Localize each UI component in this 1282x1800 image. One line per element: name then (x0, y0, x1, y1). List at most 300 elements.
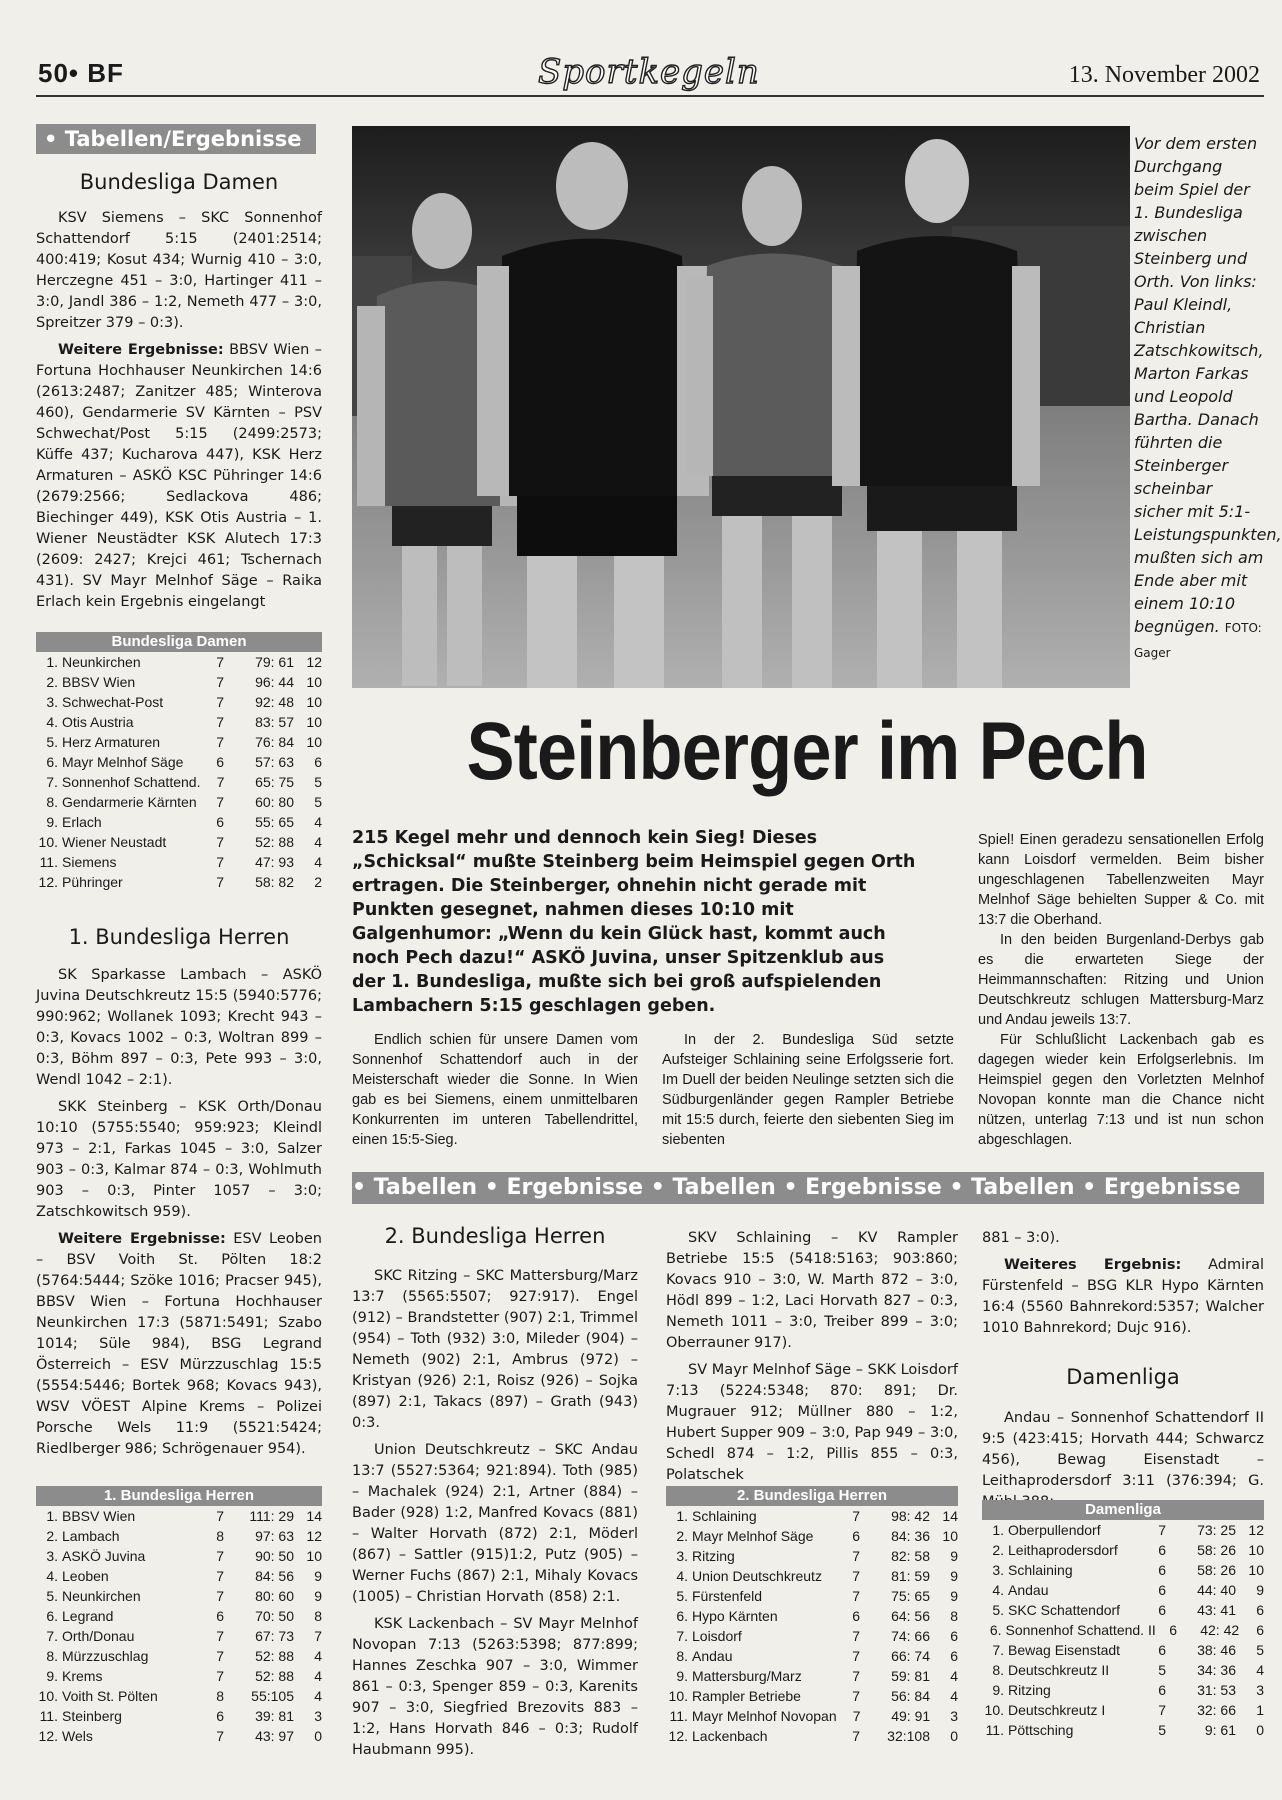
standings-row (36, 1606, 322, 1626)
standings-rank: 12. (38, 1728, 58, 1744)
standings-score: 90: 50 (255, 1548, 294, 1564)
standings-points: 4 (314, 1688, 322, 1704)
standings-games: 7 (852, 1568, 860, 1584)
standings-rank: 7. (46, 774, 58, 790)
standings-rank: 1. (46, 1508, 58, 1524)
standings-row (982, 1680, 1264, 1700)
standings-points: 6 (314, 754, 322, 770)
standings-score: 111: 29 (249, 1508, 294, 1524)
header-rule (36, 95, 1264, 97)
issue-date: 13. November 2002 (1068, 62, 1260, 88)
article-lead: 215 Kegel mehr und dennoch kein Sieg! Dieses „Schicksal“ mußte Steinberg beim Heimspiel gegen Orth ertragen. Die Steinberger, ohnehin nicht gerade mit Punkten gesegnet, nahmen dieses 10:10 mit Galgenhumor: „Wenn du kein Glück hast, kommt auch noch Pech dazu!“ ASKÖ Juvina, unser Spitzenklub aus der 1. Bundesliga, mußte sich bei groß aufspielenden Lambachern 5:15 geschlagen geben. (352, 828, 916, 1016)
standings-points: 4 (314, 814, 322, 830)
standings-score: 9: 61 (1204, 1722, 1236, 1738)
standings-points: 2 (314, 874, 322, 890)
standings-score: 58: 26 (1197, 1562, 1236, 1578)
standings-rank: 8. (992, 1662, 1004, 1678)
standings-team-name: Sonnenhof Schattend. (61, 774, 201, 790)
standings-row (36, 752, 322, 772)
standings-points: 9 (950, 1588, 958, 1604)
standings-row (982, 1660, 1264, 1680)
standings-team-name: Leoben (62, 1568, 109, 1584)
standings-rank: 11. (39, 1708, 58, 1724)
article-col-3-para-1: Spiel! Einen geradezu sensationellen Erfolg kann Loisdorf vermelden. Beim bisher ungeschlagenen Tabellenzweiten Mayr Melnhof Säge behielten Supper & Co. mit 13:7 die Oberhand. (978, 832, 1264, 928)
standings-score: 67: 73 (255, 1628, 294, 1644)
standings-row (666, 1566, 958, 1586)
bl-herren-results (36, 965, 322, 1466)
standings-score: 84: 36 (891, 1528, 930, 1544)
standings-team-name: Herz Armaturen (62, 734, 161, 750)
standings-points: 10 (306, 734, 322, 750)
standings-row (982, 1540, 1264, 1560)
article-col-1 (352, 1030, 638, 1150)
standings-score: 43: 97 (255, 1728, 294, 1744)
standings-rank: 9. (676, 1668, 688, 1684)
standings-rank: 9. (46, 814, 58, 830)
standings-team-name: Lackenbach (692, 1728, 768, 1744)
standings-points: 10 (306, 714, 322, 730)
standings-games: 7 (852, 1588, 860, 1604)
bl-damen-heading: Bundesliga Damen (79, 170, 279, 194)
standings-team-name: Deutschkreutz I (1008, 1702, 1106, 1718)
standings-games: 7 (216, 714, 224, 730)
standings-games: 7 (216, 1548, 224, 1564)
standings-score: 60: 80 (255, 794, 294, 810)
article-col-2 (662, 1030, 954, 1150)
standings-team-name: Andau (1008, 1582, 1049, 1598)
standings-team-name: Loisdorf (692, 1628, 742, 1644)
standings-score: 81: 59 (891, 1568, 930, 1584)
standings-team-name: Hypo Kärnten (692, 1608, 778, 1624)
standings-score: 58: 26 (1197, 1542, 1236, 1558)
standings-team-name: Wels (62, 1728, 93, 1744)
standings-games: 7 (852, 1628, 860, 1644)
standings-points: 9 (1256, 1582, 1264, 1598)
standings-team-name: Mürzzuschlag (62, 1648, 149, 1664)
standings-row (666, 1726, 958, 1746)
standings-score: 82: 58 (891, 1548, 930, 1564)
more-results-label: Weitere Ergebnisse: (58, 1231, 226, 1247)
standings-row (36, 652, 322, 672)
article-col-3-para-3: Für Schlußlicht Lackenbach gab es dagegen wieder kein Erfolgserlebnis. Im Heimspiel gegen den Vorletzten Melnhof Novopan konnte man die Chance nicht nützen, unterlag 7:13 und ist nun schon abgeschlagen. (978, 1032, 1264, 1148)
standings-team-name: Andau (692, 1648, 733, 1664)
standings-row (36, 1506, 322, 1526)
standings-rank: 2. (992, 1542, 1004, 1558)
bl-damen-results (36, 208, 322, 619)
standings-score: 70: 50 (255, 1608, 294, 1624)
standings-team-name: Fürstenfeld (692, 1588, 763, 1604)
standings-points: 9 (950, 1568, 958, 1584)
standings-games: 6 (1158, 1562, 1166, 1578)
standings-games: 7 (852, 1688, 860, 1704)
standings-points: 5 (314, 774, 322, 790)
standings-games: 7 (1158, 1522, 1166, 1538)
standings-games: 6 (216, 754, 224, 770)
bl2-herren-results-a (352, 1266, 638, 1767)
page-number: 50• BF (38, 58, 124, 88)
standings-team-name: Ritzing (1008, 1682, 1051, 1698)
standings-rank: 5. (992, 1602, 1004, 1618)
standings-games: 7 (216, 674, 224, 690)
standings-points: 6 (950, 1648, 958, 1664)
standings-games: 7 (216, 694, 224, 710)
bl2-result-lackenbach: KSK Lackenbach – SV Mayr Melnhof Novopan 7:13 (5263:5398; 877:899; Hannes Zeschka 907 – 3:0, Wimmer 861 – 0:3, Spenger 859 – 0:3, Karenits 907 – 3:0, Siegfried Brezovits 883 – 1:2, Hans Horvath 846 – 0:3; Rudolf Haubmann 995). (352, 1616, 638, 1758)
standings-row (36, 872, 322, 892)
more-results-label: Weitere Ergebnisse: (58, 342, 224, 358)
standings-row (36, 732, 322, 752)
standings-title: Damenliga (982, 1500, 1264, 1520)
standings-games: 7 (216, 1588, 224, 1604)
standings-rank: 7. (676, 1628, 688, 1644)
standings-games: 5 (1158, 1722, 1166, 1738)
standings-rank: 6. (46, 754, 58, 770)
standings-points: 4 (314, 1668, 322, 1684)
standings-damenliga (982, 1500, 1264, 1740)
standings-title: Bundesliga Damen (36, 632, 322, 652)
standings-score: 39: 81 (255, 1708, 294, 1724)
standings-score: 32:108 (887, 1728, 930, 1744)
bl-herren-result-1: SK Sparkasse Lambach – ASKÖ Juvina Deutschkreutz 15:5 (5940:5776; 990:962; Wollanek 1093; Krecht 943 – 0:3, Kovacs 1002 – 0:3, Woltran 899 – 0:3, Böhm 897 – 0:3, Pete 993 – 3:0, Wendl 1042 – 2:1). (36, 967, 322, 1088)
standings-team-name: Legrand (62, 1608, 114, 1624)
standings-score: 64: 56 (891, 1608, 930, 1624)
standings-rank: 11. (669, 1708, 688, 1724)
standings-games: 8 (216, 1688, 224, 1704)
bl2-result-ritzing: SKC Ritzing – SKC Mattersburg/Marz 13:7 (5565:5507; 927:917). Engel (912) – Brandstetter (907) 2:1, Trimmel (954) – Toth (932) 3:0, Mileder (904) – Nemeth (902) 2:1, Ambrus (972) – Kristyan (926) 2:1, Roisz (926) – Sojka (897) 2:1, Takacs (897) – Grath (943) 0:3. (352, 1268, 638, 1431)
standings-row (36, 1706, 322, 1726)
standings-team-name: Pöttsching (1008, 1722, 1074, 1738)
bl2-result-saege: SV Mayr Melnhof Säge – SKK Loisdorf 7:13 (5224:5348; 870: 891; Dr. Mugrauer 912; Müllner 880 – 1:2, Hubert Supper 909 – 3:0, Pap 949 – 3:0, Schedl 874 – 1:2, Pillis 855 – 0:3, Polatschek (666, 1362, 958, 1483)
standings-team-name: Neunkirchen (62, 654, 141, 670)
standings-points: 8 (314, 1608, 322, 1624)
standings-rank: 8. (46, 1648, 58, 1664)
standings-rank: 8. (46, 794, 58, 810)
standings-points: 10 (306, 694, 322, 710)
results-band: • Tabellen • Ergebnisse • Tabellen • Ergebnisse • Tabellen • Ergebnisse (352, 1172, 1264, 1204)
standings-rank: 5. (46, 734, 58, 750)
standings-row (666, 1526, 958, 1546)
standings-team-name: Krems (62, 1668, 103, 1684)
article-col-1-text: Endlich schien für unsere Damen vom Sonnenhof Schattendorf auch in der Meisterschaft wieder die Sonne. In Wien gab es bei Siemens, einem unmittelbaren Konkurrenten im unteren Tabellendrittel, einen 15:5-Sieg. (352, 1032, 638, 1148)
more-results-text: ESV Leoben – BSV Voith St. Pölten 18:2 (5764:5444; Szöke 1016; Pracser 945), BBSV Wien – Fortuna Hochhauser Neunkirchen 17:3 (5871:5491; Szabo 1014; Süle 984), BSG Legrand Österreich – ESV Mürzzuschlag 15:5 (5554:5446; Bortek 968; Kovacs 943), WSV VÖEST Alpine Krems – Polizei Porsche Wels 11:9 (5521:5424; Riedlberger 986; Schrögenauer 954). (36, 1231, 322, 1457)
standings-games: 7 (216, 1568, 224, 1584)
standings-score: 92: 48 (255, 694, 294, 710)
bl-herren-result-2: SKK Steinberg – KSK Orth/Donau 10:10 (5755:5540; 959:923; Kleindl 973 – 2:1, Farkas 1045 – 3:0, Salzer 903 – 0:3, Kalmar 874 – 0:3, Wohlmuth 903 – 0:3, Pinter 1057 – 3:0; Zatschkowitsch 959). (36, 1099, 322, 1220)
standings-games: 6 (1158, 1602, 1166, 1618)
standings-points: 4 (950, 1688, 958, 1704)
standings-points: 1 (1256, 1702, 1264, 1718)
standings-row (666, 1686, 958, 1706)
standings-points: 8 (950, 1608, 958, 1624)
standings-row (36, 852, 322, 872)
standings-games: 6 (1169, 1622, 1178, 1638)
article-col-3-para-2: In den beiden Burgenland-Derbys gab es die erwarteten Siege der Heimmannschaften: Ritzing und Union Deutschkreutz schlugen Mattersburg-Marz und Andau jeweils 13:7. (978, 932, 1264, 1028)
standings-points: 4 (314, 854, 322, 870)
standings-score: 97: 63 (255, 1528, 294, 1544)
standings-team-name: Schwechat-Post (62, 694, 164, 710)
article-headline: Steinberger im Pech (466, 706, 1148, 797)
standings-score: 83: 57 (255, 714, 294, 730)
standings-rank: 12. (668, 1728, 688, 1744)
standings-games: 7 (216, 1508, 224, 1524)
standings-rank: 9. (992, 1682, 1004, 1698)
standings-team-name: SKC Schattendorf (1008, 1602, 1121, 1618)
standings-points: 0 (1256, 1722, 1264, 1738)
standings-games: 7 (852, 1508, 860, 1524)
standings-points: 10 (306, 674, 322, 690)
standings-points: 10 (306, 1548, 322, 1564)
standings-points: 12 (306, 1528, 322, 1544)
damenliga-heading: Damenliga (1066, 1365, 1180, 1389)
standings-team-name: Mattersburg/Marz (692, 1668, 802, 1684)
standings-score: 84: 56 (255, 1568, 294, 1584)
standings-rank: 2. (676, 1528, 688, 1544)
standings-score: 43: 41 (1197, 1602, 1236, 1618)
standings-points: 6 (1256, 1602, 1264, 1618)
standings-bl-herren (36, 1486, 322, 1746)
standings-team-name: Deutschkreutz II (1008, 1662, 1110, 1678)
standings-score: 52: 88 (255, 1648, 294, 1664)
photo-caption-text: Vor dem ersten Durchgang beim Spiel der 1. Bundesliga zwischen Steinberg und Orth. Von links: Paul Kleindl, Christian Zatschkowitsch, Marton Farkas und Leopold Bartha. Danach führten die Steinberger scheinbar sicher mit 5:1-Leistungspunkten, mußten sich am Ende aber mit einem 10:10 begnügen. (1134, 134, 1282, 636)
standings-rank: 4. (46, 1568, 58, 1584)
article-col-2-text: In der 2. Bundesliga Süd setzte Aufsteiger Schlaining seine Erfolgsserie fort. Im Duell der beiden Neulinge setzten sich die Südburgenländer gegen Rampler Betriebe mit 15:5 durch, feierte den siebenten Sieg im siebenten (662, 1032, 954, 1148)
standings-row (982, 1620, 1264, 1640)
standings-rank: 11. (39, 854, 58, 870)
standings-points: 6 (1256, 1622, 1264, 1638)
standings-title: 1. Bundesliga Herren (36, 1486, 322, 1506)
standings-games: 7 (852, 1548, 860, 1564)
standings-team-name: Leithaprodersdorf (1008, 1542, 1118, 1558)
article-col-3 (978, 830, 1264, 1150)
standings-rank: 5. (676, 1588, 688, 1604)
standings-team-name: Schlaining (692, 1508, 757, 1524)
standings-row (36, 1586, 322, 1606)
standings-row (982, 1720, 1264, 1740)
bl-herren-heading: 1. Bundesliga Herren (68, 925, 290, 949)
standings-points: 9 (950, 1548, 958, 1564)
standings-rank: 11. (985, 1722, 1004, 1738)
standings-points: 3 (1256, 1682, 1264, 1698)
standings-games: 6 (216, 814, 224, 830)
photo-caption (1134, 132, 1282, 665)
standings-rank: 9. (46, 1668, 58, 1684)
standings-games: 6 (1158, 1542, 1166, 1558)
standings-team-name: Wiener Neustadt (62, 834, 167, 850)
standings-row (666, 1666, 958, 1686)
standings-row (36, 792, 322, 812)
standings-score: 55: 65 (255, 814, 294, 830)
standings-team-name: ASKÖ Juvina (62, 1548, 146, 1564)
standings-points: 14 (306, 1508, 322, 1524)
standings-games: 7 (216, 734, 224, 750)
right-result-fuerstenfeld (982, 1255, 1264, 1339)
standings-row (36, 1626, 322, 1646)
standings-points: 10 (942, 1528, 958, 1544)
standings-row (666, 1546, 958, 1566)
standings-points: 4 (314, 834, 322, 850)
standings-row (36, 772, 322, 792)
standings-rank: 6. (46, 1608, 58, 1624)
standings-row (666, 1506, 958, 1526)
standings-points: 10 (1248, 1542, 1264, 1558)
standings-score: 59: 81 (891, 1668, 930, 1684)
more-results-label: Weiteres Ergebnis: (1004, 1257, 1182, 1273)
standings-score: 44: 40 (1197, 1582, 1236, 1598)
standings-rank: 8. (676, 1648, 688, 1664)
more-results-text: Admiral Fürstenfeld – BSG KLR Hypo Kärnten 16:4 (5560 Bahnrekord:5357; Walcher 1010 Bahnrekord; Dujc 916). (982, 1257, 1264, 1336)
standings-games: 7 (852, 1668, 860, 1684)
bl-damen-result-1: KSV Siemens – SKC Sonnenhof Schattendorf 5:15 (2401:2514; 400:419; Kosut 434; Wurnig 410 – 3:0, Herczegne 451 – 3:0, Hartinger 411 – 3:0, Jandl 386 – 1:2, Nemeth 477 – 3:0, Spreitzer 379 – 0:3). (36, 210, 322, 331)
standings-points: 4 (314, 1648, 322, 1664)
bl2-result-deutschkreutz: Union Deutschkreutz – SKC Andau 13:7 (5527:5364; 921:894). Toth (985) – Machalek (924) 2:1, Artner (884) – Bader (928) 1:2, Manfred Kovacs (881) – Walter Horvath (872) 2:1, Möderl (867) – Sattler (915)1:2, Putz (905) – Werner Fuchs (867) 2:1, Mihaly Kovacs (1005) – Christian Horvath (858) 2:1. (352, 1442, 638, 1605)
standings-rank: 3. (676, 1548, 688, 1564)
standings-bl-damen (36, 632, 322, 892)
team-photo (352, 126, 1130, 688)
standings-team-name: Mayr Melnhof Säge (62, 754, 184, 770)
standings-points: 14 (942, 1508, 958, 1524)
standings-bl2-herren (666, 1486, 958, 1746)
standings-games: 7 (216, 854, 224, 870)
standings-score: 73: 25 (1197, 1522, 1236, 1538)
standings-rank: 3. (46, 694, 58, 710)
standings-rank: 1. (992, 1522, 1004, 1538)
standings-team-name: Union Deutschkreutz (692, 1568, 822, 1584)
standings-score: 38: 46 (1197, 1642, 1236, 1658)
standings-rank: 4. (46, 714, 58, 730)
standings-games: 7 (216, 1628, 224, 1644)
standings-points: 9 (314, 1588, 322, 1604)
standings-team-name: Gendarmerie Kärnten (62, 794, 197, 810)
standings-score: 65: 75 (255, 774, 295, 790)
standings-team-name: BBSV Wien (62, 674, 136, 690)
standings-points: 12 (306, 654, 322, 670)
standings-games: 7 (216, 1668, 224, 1684)
right-result-cont: 881 – 3:0). (982, 1230, 1060, 1246)
bl-herren-result-3 (36, 1229, 322, 1460)
bl-damen-result-2 (36, 340, 322, 613)
standings-rank: 5. (46, 1588, 58, 1604)
standings-games: 6 (1158, 1642, 1166, 1658)
standings-games: 7 (216, 774, 225, 790)
standings-team-name: Schlaining (1008, 1562, 1073, 1578)
section-title: Sportkegeln (538, 52, 760, 92)
standings-rank: 10. (38, 834, 58, 850)
standings-games: 6 (216, 1708, 224, 1724)
standings-score: 32: 66 (1197, 1702, 1236, 1718)
standings-team-name: BBSV Wien (62, 1508, 136, 1524)
standings-team-name: Otis Austria (62, 714, 134, 730)
standings-games: 6 (852, 1528, 860, 1544)
standings-games: 7 (216, 834, 224, 850)
standings-row (36, 672, 322, 692)
standings-team-name: Pühringer (62, 874, 123, 890)
standings-games: 7 (216, 1728, 224, 1744)
standings-points: 5 (1256, 1642, 1264, 1658)
standings-points: 5 (314, 794, 322, 810)
standings-points: 10 (1248, 1562, 1264, 1578)
standings-row (36, 712, 322, 732)
standings-team-name: Bewag Eisenstadt (1008, 1642, 1121, 1658)
right-results (982, 1228, 1264, 1345)
standings-row (666, 1626, 958, 1646)
standings-rank: 10. (984, 1702, 1004, 1718)
standings-points: 3 (314, 1708, 322, 1724)
standings-rank: 10. (38, 1688, 58, 1704)
standings-team-name: Voith St. Pölten (62, 1688, 158, 1704)
standings-games: 8 (216, 1528, 224, 1544)
standings-row (36, 1526, 322, 1546)
standings-score: 42: 42 (1200, 1622, 1240, 1638)
standings-row (666, 1646, 958, 1666)
standings-score: 31: 53 (1197, 1682, 1236, 1698)
standings-row (36, 1646, 322, 1666)
standings-row (36, 1686, 322, 1706)
standings-rank: 3. (992, 1562, 1004, 1578)
standings-rank: 6. (676, 1608, 688, 1624)
standings-team-name: Mayr Melnhof Säge (692, 1528, 814, 1544)
standings-rank: 4. (992, 1582, 1004, 1598)
standings-rank: 3. (46, 1548, 58, 1564)
standings-points: 0 (314, 1728, 322, 1744)
bl2-herren-heading: 2. Bundesliga Herren (384, 1224, 606, 1248)
standings-row (36, 1726, 322, 1746)
standings-games: 6 (852, 1608, 860, 1624)
standings-score: 58: 82 (255, 874, 294, 890)
standings-games: 7 (216, 874, 224, 890)
standings-rank: 1. (676, 1508, 688, 1524)
standings-row (982, 1600, 1264, 1620)
standings-row (982, 1520, 1264, 1540)
standings-row (982, 1580, 1264, 1600)
standings-team-name: Erlach (62, 814, 102, 830)
standings-games: 7 (216, 654, 224, 670)
photo-credit: FOTO: Gager (1134, 621, 1262, 660)
standings-team-name: Oberpullendorf (1008, 1522, 1101, 1538)
standings-rank: 7. (46, 1628, 58, 1644)
standings-games: 6 (1158, 1682, 1166, 1698)
standings-rank: 10. (668, 1688, 688, 1704)
standings-rank: 2. (46, 674, 58, 690)
standings-team-name: Lambach (62, 1528, 120, 1544)
standings-games: 7 (852, 1648, 860, 1664)
standings-score: 96: 44 (255, 674, 294, 690)
standings-score: 66: 74 (891, 1648, 930, 1664)
standings-score: 80: 60 (255, 1588, 294, 1604)
standings-row (982, 1700, 1264, 1720)
standings-team-name: Siemens (62, 854, 117, 870)
standings-points: 9 (314, 1568, 322, 1584)
standings-team-name: Neunkirchen (62, 1588, 141, 1604)
standings-team-name: Orth/Donau (62, 1628, 135, 1644)
standings-rank: 12. (38, 874, 58, 890)
standings-games: 6 (1158, 1582, 1166, 1598)
standings-games: 7 (216, 794, 224, 810)
standings-score: 56: 84 (891, 1688, 930, 1704)
standings-row (36, 1666, 322, 1686)
standings-games: 6 (216, 1608, 224, 1624)
standings-games: 5 (1158, 1662, 1166, 1678)
standings-score: 52: 88 (255, 1668, 294, 1684)
bl2-herren-results-b (666, 1228, 958, 1492)
standings-row (36, 1546, 322, 1566)
standings-row (666, 1586, 958, 1606)
standings-points: 3 (950, 1708, 959, 1724)
standings-points: 0 (950, 1728, 958, 1744)
standings-points: 12 (1248, 1522, 1264, 1538)
standings-row (36, 832, 322, 852)
standings-row (666, 1606, 958, 1626)
bl2-result-schlaining: SKV Schlaining – KV Rampler Betriebe 15:5 (5418:5163; 903:860; Kovacs 910 – 3:0, W. Marth 872 – 3:0, Hödl 899 – 1:2, Laci Horvath 827 – 0:3, Nemeth 1011 – 3:0, Treiber 899 – 3:0; Oberrauner 917). (666, 1230, 958, 1351)
standings-points: 4 (950, 1668, 958, 1684)
